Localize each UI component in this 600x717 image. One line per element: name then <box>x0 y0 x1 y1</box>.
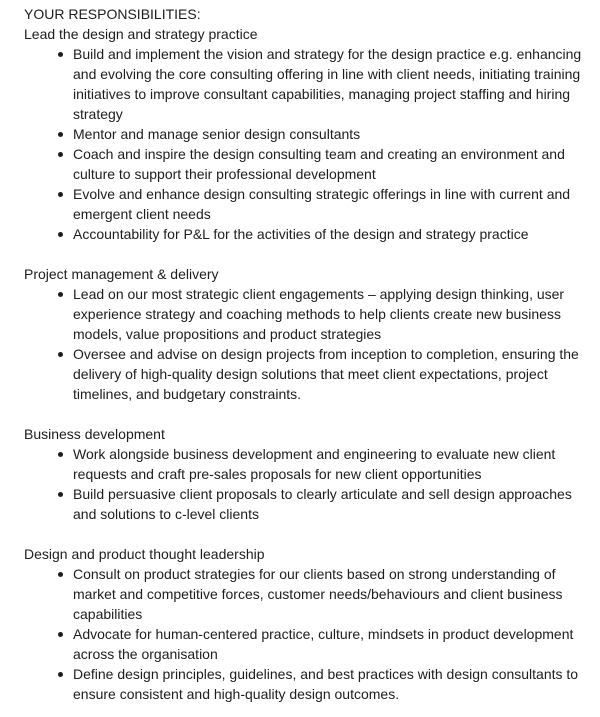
bullet-list <box>24 284 583 404</box>
bullet-icon <box>58 232 63 237</box>
list-item-text: Coach and inspire the design consulting team and creating an environment and culture to support their professional development <box>73 146 565 182</box>
section-heading: Project management & delivery <box>24 266 219 282</box>
list-item-text: Lead on our most strategic client engagements – applying design thinking, user experience strategy and coaching methods to help clients create new business models, value propositions and product strategies <box>73 286 565 342</box>
list-item <box>73 144 583 184</box>
bullet-icon <box>58 352 63 357</box>
list-item-text: Accountability for P&L for the activities of the design and strategy practice <box>73 226 529 242</box>
list-item <box>73 344 583 404</box>
section-lead-design-strategy <box>24 24 600 244</box>
list-item-text: Oversee and advise on design projects from inception to completion, ensuring the delivery of high-quality design solutions that meet client expectations, project timelines, and budgetary constraints. <box>73 346 579 402</box>
bullet-icon <box>58 132 63 137</box>
bullet-list <box>24 444 583 524</box>
section-heading: Design and product thought leadership <box>24 546 265 562</box>
sections-container <box>24 24 600 704</box>
list-item <box>73 284 583 344</box>
bullet-icon <box>58 632 63 637</box>
section-heading: Business development <box>24 426 165 442</box>
list-item-text: Advocate for human-centered practice, culture, mindsets in product development across the organisation <box>73 626 574 662</box>
bullet-list <box>24 44 583 244</box>
list-item-text: Define design principles, guidelines, and best practices with design consultants to ensure consistent and high-quality design outcomes. <box>73 666 579 702</box>
list-item <box>73 564 583 624</box>
list-item <box>73 44 583 124</box>
list-item-text: Build persuasive client proposals to clearly articulate and sell design approaches and solutions to c-level clients <box>73 486 572 522</box>
bullet-icon <box>58 152 63 157</box>
bullet-icon <box>58 192 63 197</box>
bullet-icon <box>58 672 63 677</box>
list-item <box>73 124 583 144</box>
list-item-text: Consult on product strategies for our clients based on strong understanding of market and competitive forces, customer needs/behaviours and client business capabilities <box>73 566 563 622</box>
bullet-icon <box>58 492 63 497</box>
list-item <box>73 184 583 224</box>
page-title: YOUR RESPONSIBILITIES: <box>24 6 201 22</box>
bullet-icon <box>58 52 63 57</box>
section-thought-leadership <box>24 544 600 704</box>
bullet-icon <box>58 452 63 457</box>
list-item <box>73 444 583 484</box>
list-item <box>73 664 583 704</box>
list-item-text: Build and implement the vision and strategy for the design practice e.g. enhancing and evolving the core consulting offering in line with client needs, initiating training initiatives to improve consultant capabilities, managing project staffing and hiring strategy <box>73 46 582 122</box>
section-heading: Lead the design and strategy practice <box>24 26 258 42</box>
section-project-management <box>24 264 600 404</box>
bullet-icon <box>58 572 63 577</box>
list-item-text: Work alongside business development and engineering to evaluate new client requests and craft pre-sales proposals for new client opportunities <box>73 446 556 482</box>
list-item <box>73 224 583 244</box>
section-business-development <box>24 424 600 524</box>
list-item-text: Evolve and enhance design consulting strategic offerings in line with current and emergent client needs <box>73 186 571 222</box>
list-item-text: Mentor and manage senior design consultants <box>73 126 361 142</box>
bullet-list <box>24 564 583 704</box>
list-item <box>73 624 583 664</box>
bullet-icon <box>58 292 63 297</box>
list-item <box>73 484 583 524</box>
